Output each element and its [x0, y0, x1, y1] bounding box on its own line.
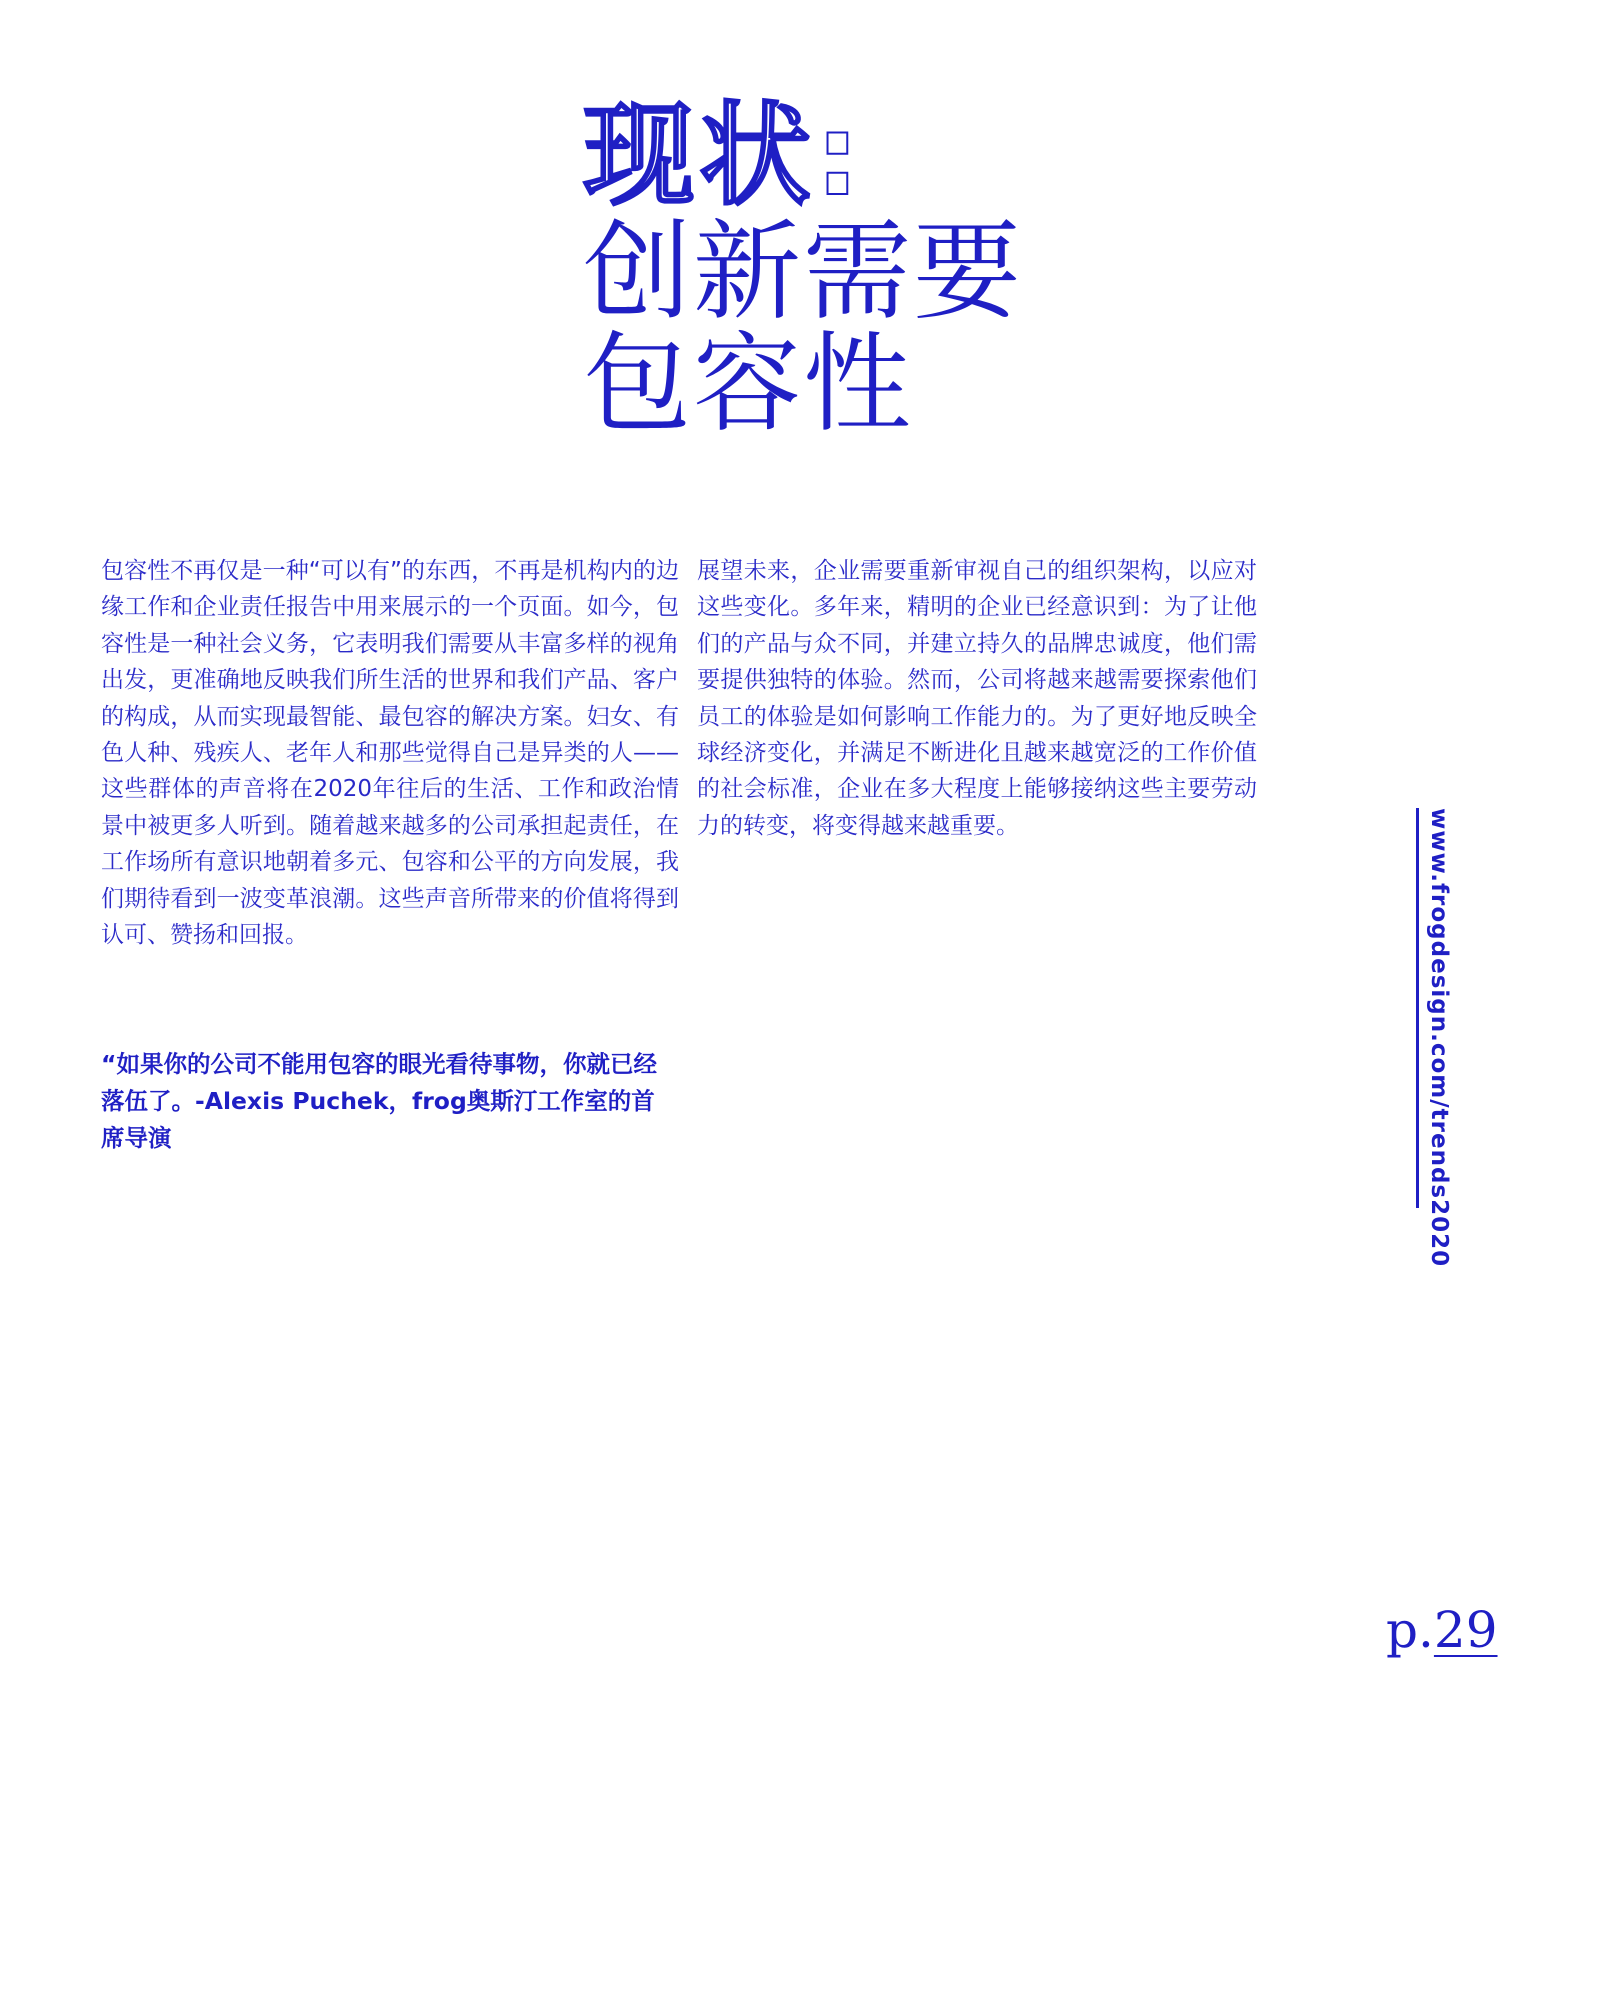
page-number: [1386, 1600, 1498, 1660]
title-line-2: 创新需要: [583, 210, 1024, 335]
page-number-prefix: p.: [1386, 1601, 1434, 1659]
page-title: [583, 91, 1143, 447]
body-column-right: [697, 553, 1257, 844]
side-rule: [1416, 808, 1419, 1208]
body-paragraph-left: 包容性不再仅是一种“可以有”的东西，不再是机构内的边缘工作和企业责任报告中用来展示的一个页面。如今，包容性是一种社会义务，它表明我们需要从丰富多样的视角出发，更准确地反映我们所生活的世界和我们产品、客户的构成，从而实现最智能、最包容的解决方案。妇女、有色人种、残疾人、老年人和那些觉得自己是异类的人——这些群体的声音将在2020年往后的生活、工作和政治情景中被更多人听到。随着越来越多的公司承担起责任，在工作场所有意识地朝着多元、包容和公平的方向发展，我们期待看到一波变革浪潮。这些声音所带来的价值将得到认可、赞扬和回报。: [101, 558, 679, 949]
title-line-3: 包容性: [583, 322, 914, 447]
website-link[interactable]: www.frogdesign.com/trends2020: [1426, 808, 1452, 1268]
title-outline-line: 现状:: [583, 91, 864, 221]
page-number-value: 29: [1433, 1601, 1498, 1659]
body-column-left: [101, 553, 679, 953]
side-url-rail: [1414, 808, 1474, 1268]
body-paragraph-right: 展望未来，企业需要重新审视自己的组织架构，以应对这些变化。多年来，精明的企业已经意识到：为了让他们的产品与众不同，并建立持久的品牌忠诚度，他们需要提供独特的体验。然而，公司将越来越需要探索他们员工的体验是如何影响工作能力的。为了更好地反映全球经济变化，并满足不断进化且越来越宽泛的工作价值的社会标准，企业在多大程度上能够接纳这些主要劳动力的转变，将变得越来越重要。: [697, 558, 1257, 839]
pull-quote: “如果你的公司不能用包容的眼光看待事物，你就已经落伍了。-Alexis Puchek，frog奥斯汀工作室的首席导演: [101, 1050, 657, 1152]
